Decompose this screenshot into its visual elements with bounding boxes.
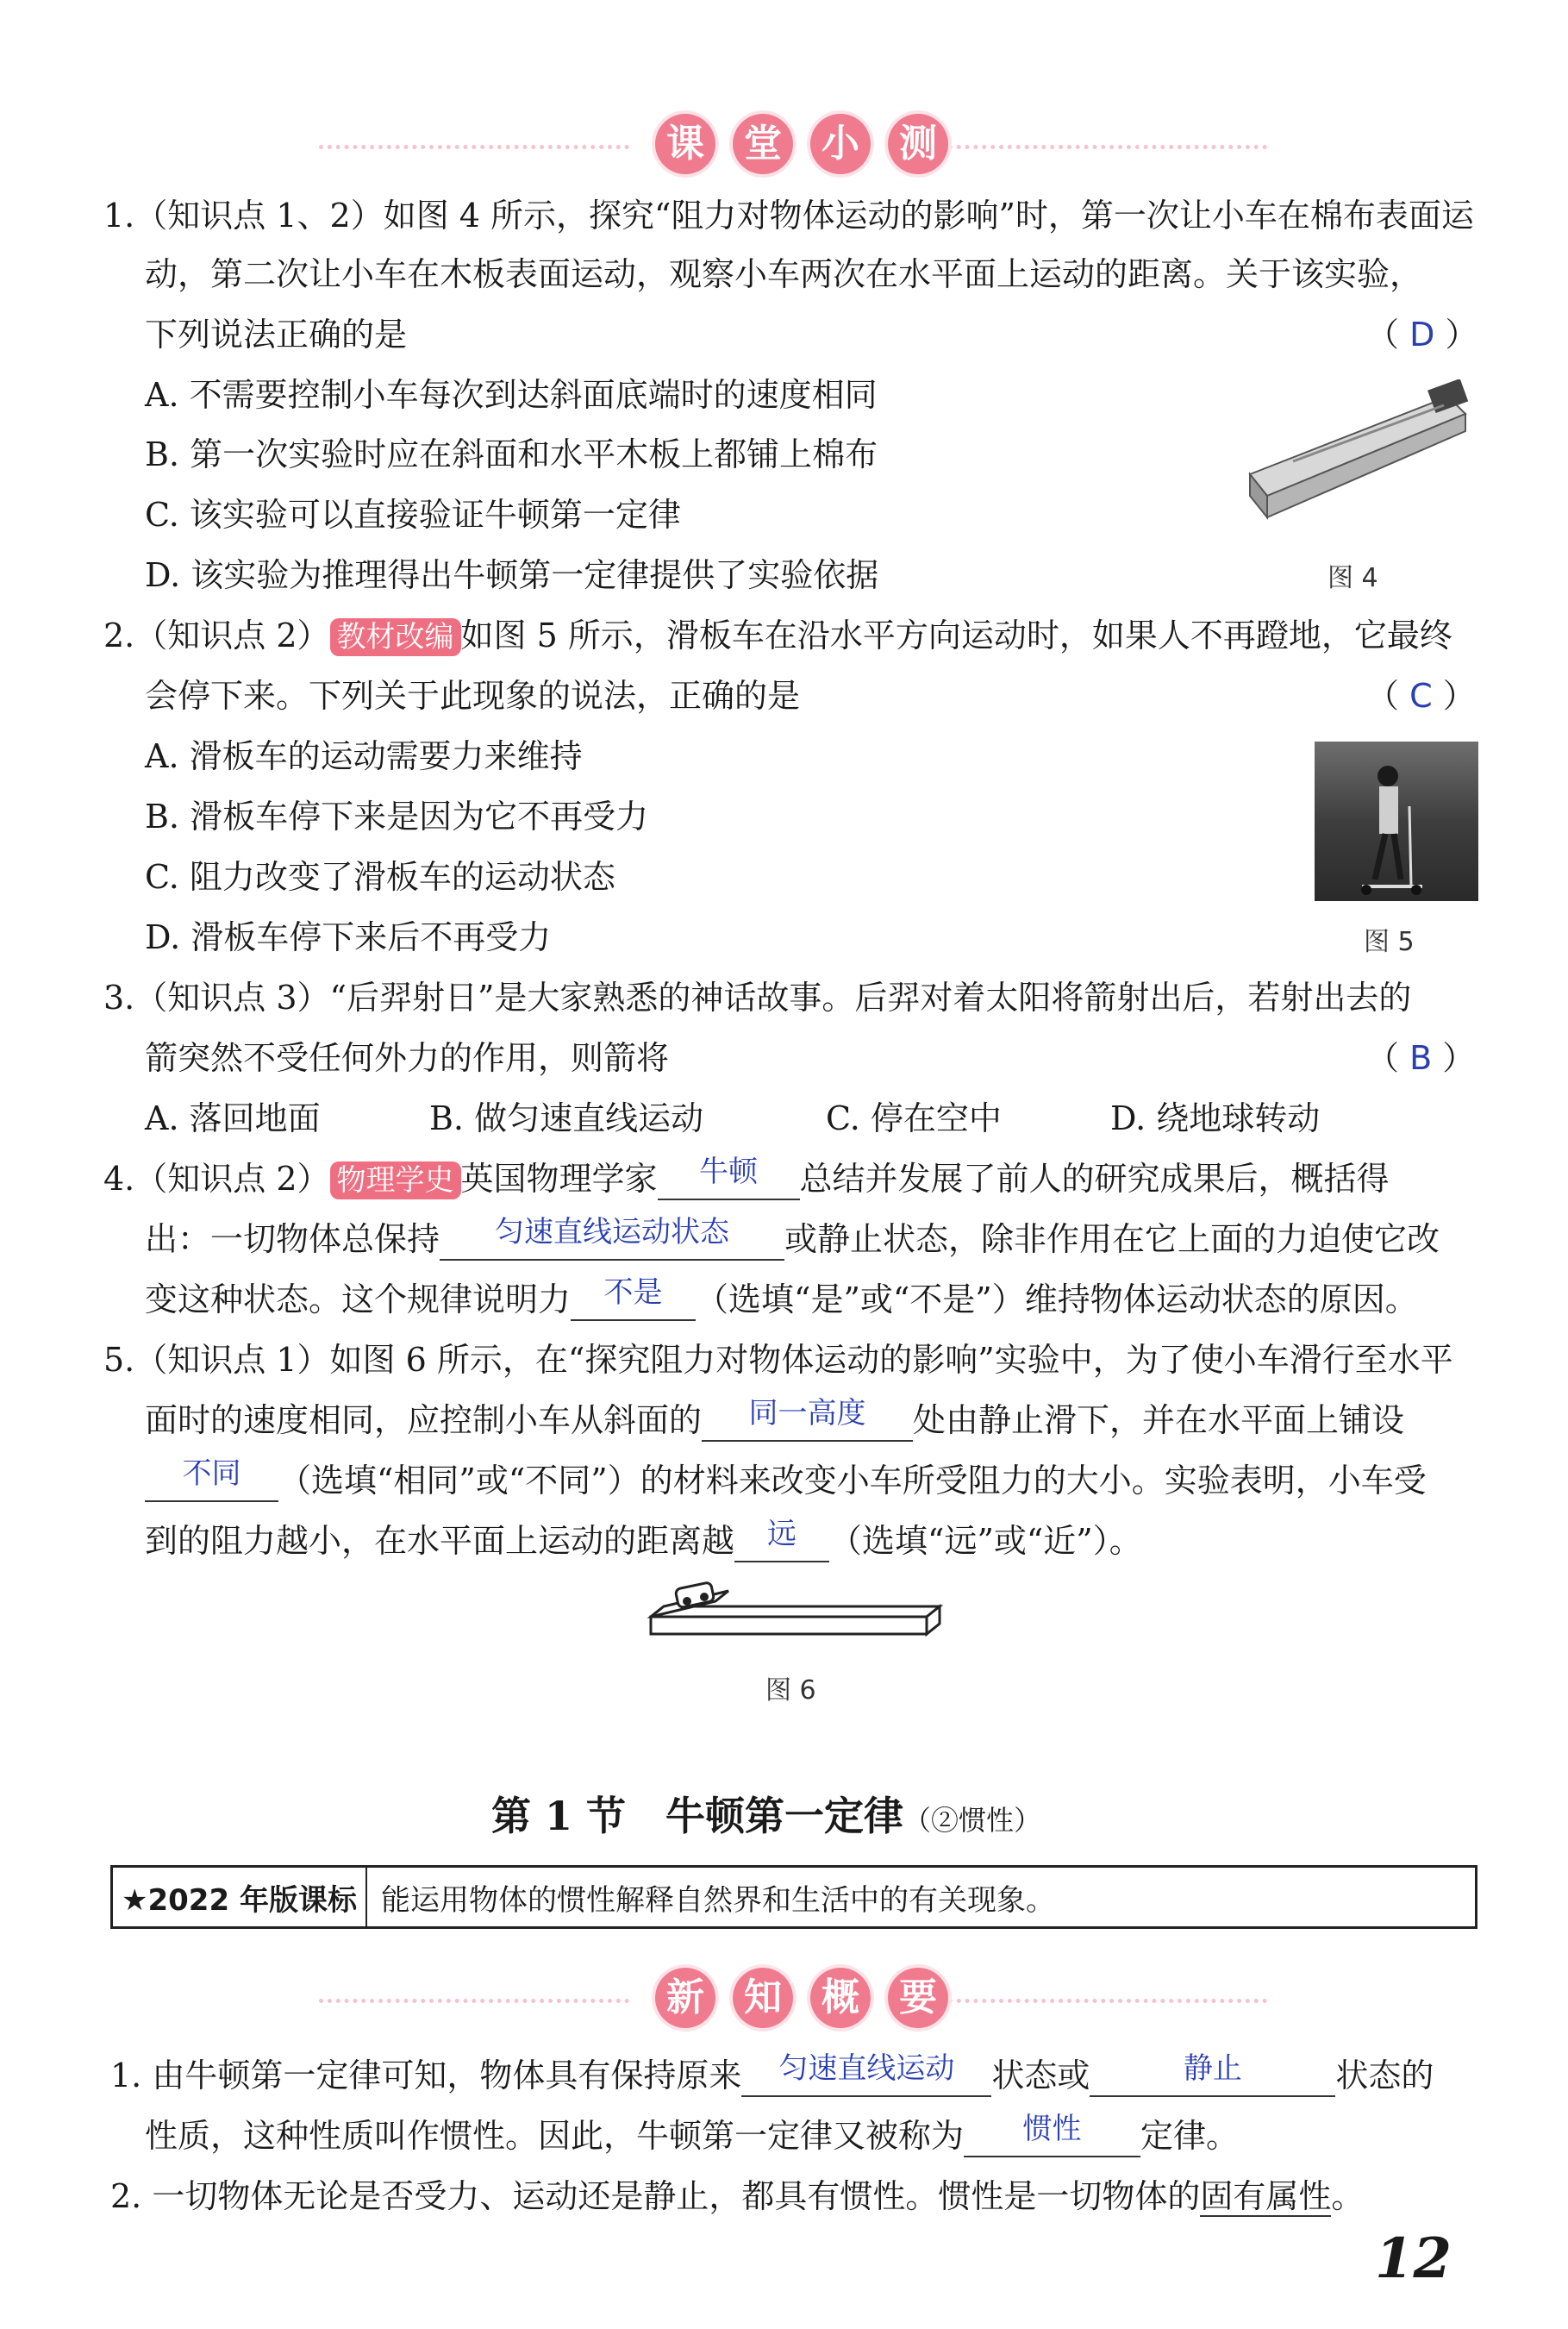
q4-text: 变这种状态。这个规律说明力 (145, 1280, 572, 1318)
header-dots-right (940, 145, 1267, 149)
header-char: 测 (888, 114, 948, 174)
q5-text: （选填“远”或“近”）。 (829, 1522, 1142, 1560)
k1-line2 (145, 2114, 1239, 2157)
q2-answer-bracket: （ C ） (1366, 677, 1476, 715)
k1-text: 1. 由牛顿第一定律可知，物体具有保持原来 (110, 2057, 742, 2094)
k2-emphasis: 固有属性 (1200, 2177, 1332, 2215)
q4-text: 总结并发展了前人的研究成果后，概括得 (799, 1160, 1390, 1198)
q5-blank-2[interactable] (145, 1456, 278, 1502)
q3-option: C. 停在空中 (826, 1099, 1002, 1137)
figure-5-photo (1315, 742, 1478, 901)
q5-answer-2: 不同 (182, 1456, 241, 1491)
header-char: 要 (888, 1968, 948, 2028)
figure-5-caption: 图 5 (1364, 927, 1415, 957)
q4-blank-1[interactable] (658, 1155, 800, 1200)
header-char: 知 (733, 1968, 793, 2028)
q4-answer-1: 牛顿 (699, 1155, 759, 1189)
standard-label: ★2022 年版课标 (113, 1868, 367, 1926)
header-char: 课 (655, 114, 715, 174)
q5-blank-3[interactable] (734, 1517, 829, 1562)
q2-prefix: 2.（知识点 2） (103, 617, 330, 654)
k1-blank-3[interactable] (964, 2112, 1140, 2157)
standard-text: 能运用物体的惯性解释自然界和生活中的有关现象。 (380, 1882, 1055, 1918)
q4-tag: 物理学史 (330, 1161, 461, 1199)
figure-4-ramp (1241, 379, 1483, 535)
q5-blank-1[interactable] (702, 1396, 913, 1442)
q3-option: A. 落回地面 (145, 1099, 321, 1137)
header-char: 概 (810, 1968, 871, 2028)
figure-6-ramp (642, 1574, 944, 1647)
header-char: 小 (810, 114, 871, 174)
q3-line: 3.（知识点 3）“后羿射日”是大家熟悉的神话故事。后羿对着太阳将箭射出后，若射出去的 (103, 979, 1412, 1017)
q5-line4 (145, 1519, 1142, 1562)
q3-answer: B (1409, 1039, 1433, 1077)
q5-answer-1: 同一高度 (748, 1396, 866, 1431)
q5-text: 处由静止滑下，并在水平面上铺设 (913, 1401, 1405, 1439)
q3-answer-bracket: （ B ） (1366, 1039, 1476, 1077)
section-header-quiz (647, 114, 957, 174)
q5-text: 到的阻力越小，在水平面上运动的距离越 (145, 1522, 735, 1560)
q4-blank-3[interactable] (571, 1275, 696, 1321)
q4-answer-2: 匀速直线运动状态 (495, 1215, 730, 1249)
q4-prefix: 4.（知识点 2） (103, 1160, 330, 1198)
q1-option: B. 第一次实验时应在斜面和水平木板上都铺上棉布 (145, 435, 878, 473)
k1-answer-3: 惯性 (1022, 2112, 1082, 2146)
k2-text: 2. 一切物体无论是否受力、运动还是静止，都具有惯性。惯性是一切物体的 (110, 2177, 1201, 2215)
q5-text: （选填“相同”或“不同”）的材料来改变小车所受阻力的大小。实验表明，小车受 (278, 1462, 1427, 1499)
q4-text: （选填“是”或“不是”）维持物体运动状态的原因。 (696, 1280, 1418, 1318)
k1-line1 (110, 2051, 1434, 2097)
q2-option: A. 滑板车的运动需要力来维持 (145, 737, 583, 775)
section-title (491, 1785, 1041, 1842)
k1-text: 状态或 (991, 2057, 1090, 2094)
k1-blank-2[interactable] (1090, 2051, 1335, 2097)
k2-end: 。 (1331, 2177, 1365, 2215)
q4-text: 出：一切物体总保持 (145, 1220, 440, 1258)
q1-line: 动，第二次让小车在木板表面运动，观察小车两次在水平面上运动的距离。关于该实验， (145, 255, 1423, 293)
k1-text: 状态的 (1335, 2057, 1434, 2094)
standard-box (110, 1865, 1477, 1929)
k1-blank-1[interactable] (741, 2051, 991, 2097)
k1-text: 性质，这种性质叫作惯性。因此，牛顿第一定律又被称为 (145, 2117, 965, 2155)
q2-answer: C (1409, 677, 1433, 715)
q4-line2 (145, 1215, 1440, 1261)
header-dots-left (319, 1999, 629, 2003)
section-subtitle: （②惯性） (903, 1804, 1042, 1837)
q1-option: C. 该实验可以直接验证牛顿第一定律 (145, 496, 681, 534)
q3-line: 箭突然不受任何外力的作用，则箭将 (145, 1039, 670, 1077)
q5-text: 面时的速度相同，应控制小车从斜面的 (145, 1401, 703, 1439)
q4-text: 英国物理学家 (460, 1160, 658, 1198)
section-title-text: 第 1 节 牛顿第一定律 (491, 1793, 904, 1839)
k1-answer-2: 静止 (1183, 2051, 1242, 2086)
q4-line3 (145, 1275, 1418, 1321)
q1-option: D. 该实验为推理得出牛顿第一定律提供了实验依据 (145, 556, 879, 594)
q2-option: B. 滑板车停下来是因为它不再受力 (145, 798, 649, 836)
q3-option: D. 绕地球转动 (1110, 1099, 1321, 1137)
q2-tag: 教材改编 (330, 618, 461, 656)
page-number: 12 (1375, 2226, 1452, 2291)
figure-4-caption: 图 4 (1327, 563, 1378, 593)
q1-line: 下列说法正确的是 (145, 316, 408, 354)
q2-option: C. 阻力改变了滑板车的运动状态 (145, 858, 615, 896)
header-char: 新 (655, 1968, 715, 2028)
q4-answer-3: 不是 (603, 1275, 663, 1310)
q1-option: A. 不需要控制小车每次到达斜面底端时的速度相同 (145, 376, 878, 414)
header-char: 堂 (733, 114, 793, 174)
q5-line2 (145, 1396, 1405, 1442)
q1-answer-bracket: （ D ） (1366, 316, 1478, 354)
q3-option: B. 做匀速直线运动 (429, 1099, 704, 1137)
q4-text: 或静止状态，除非作用在它上面的力迫使它改 (784, 1220, 1440, 1258)
q4-line1 (103, 1157, 1390, 1200)
k1-answer-1: 匀速直线运动 (778, 2051, 955, 2086)
q2-option: D. 滑板车停下来后不再受力 (145, 918, 552, 956)
figure-6-caption: 图 6 (765, 1675, 816, 1706)
q2-text: 如图 5 所示，滑板车在沿水平方向运动时，如果人不再蹬地，它最终 (460, 617, 1452, 654)
q2-line1 (103, 614, 1452, 657)
q5-line3 (145, 1456, 1427, 1502)
q1-answer: D (1409, 316, 1435, 354)
q5-answer-3: 远 (767, 1517, 797, 1551)
q1-line: 1.（知识点 1、2）如图 4 所示，探究“阻力对物体运动的影响”时，第一次让小车在棉布表面运 (103, 197, 1474, 235)
q4-blank-2[interactable] (440, 1215, 784, 1261)
k1-text: 定律。 (1140, 2117, 1240, 2155)
header-dots-right (940, 1999, 1267, 2003)
section-header-overview (647, 1968, 957, 2028)
k2-line (110, 2175, 1364, 2218)
header-dots-left (319, 145, 629, 149)
q2-line2: 会停下来。下列关于此现象的说法，正确的是 (145, 677, 801, 715)
q5-line1: 5.（知识点 1）如图 6 所示，在“探究阻力对物体运动的影响”实验中，为了使小车滑行至水平 (103, 1341, 1453, 1379)
